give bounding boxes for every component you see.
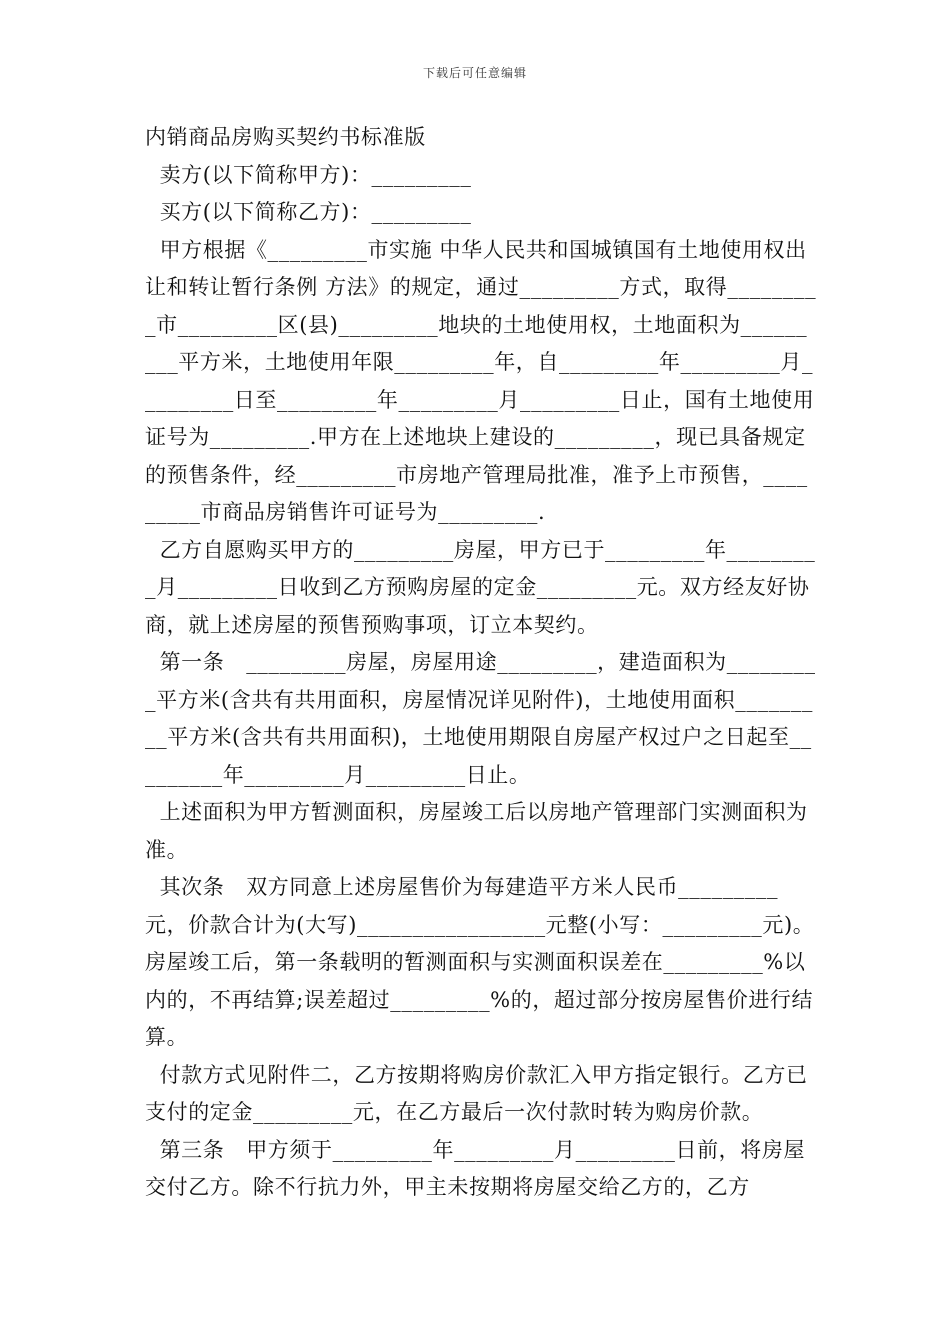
seller-line: 卖方(以下简称甲方)：_________ (145, 162, 472, 187)
article-one-paragraph: 第一条 _________房屋，房屋用途_________，建造面积为_________平方米(含共有共用面积，房屋情况详见附件)，土地使用面积_________平方米(含共有共用面积)，土地使用期限自房屋产权过户之日起至_________年_________月_________日止。 (145, 650, 816, 787)
document-title: 内销商品房购买契约书标准版 (145, 125, 426, 149)
page-header-note: 下载后可任意编辑 (422, 66, 527, 80)
buyer-line: 买方(以下简称乙方)：_________ (145, 200, 472, 224)
document-body (145, 119, 817, 1207)
area-note-paragraph: 上述面积为甲方暂测面积，房屋竣工后以房地产管理部门实测面积为准。 (145, 800, 808, 862)
payment-method-paragraph: 付款方式见附件二，乙方按期将购房价款汇入甲方指定银行。乙方已支付的定金_________元，在乙方最后一次付款时转为购房价款。 (145, 1062, 808, 1124)
purchase-intent-paragraph: 乙方自愿购买甲方的_________房屋，甲方已于_________年_________月_________日收到乙方预购房屋的定金_________元。双方经友好协商，就上述房屋的预售预购事项，订立本契约。 (145, 537, 816, 637)
land-use-paragraph: 甲方根据《_________市实施 中华人民共和国城镇国有土地使用权出让和转让暂行条例 方法》的规定，通过_________方式，取得_________市_________区(县)_________地块的土地使用权，土地面积为_________平方米，土地使用年限_________年，自_________年_________月_________日至_________年_________月_________日止，国有土地使用证号为_________.甲方在上述地块上建设的_________，现已具备规定的预售条件，经_________市房地产管理局批准，准予上市预售，_________市商品房销售许可证号为_________. (145, 237, 817, 524)
article-three-paragraph: 第三条 甲方须于_________年_________月_________日前，将房屋交付乙方。除不行抗力外，甲主未按期将房屋交给乙方的，乙方 (145, 1137, 806, 1199)
article-two-paragraph: 其次条 双方同意上述房屋售价为每建造平方米人民币_________元，价款合计为(大写)_________________元整(小写：_________元)。房屋竣工后，第一条载明的暂测面积与实测面积误差在_________%以内的，不再结算;误差超过_________%的，超过部分按房屋售价进行结算。 (145, 875, 815, 1049)
